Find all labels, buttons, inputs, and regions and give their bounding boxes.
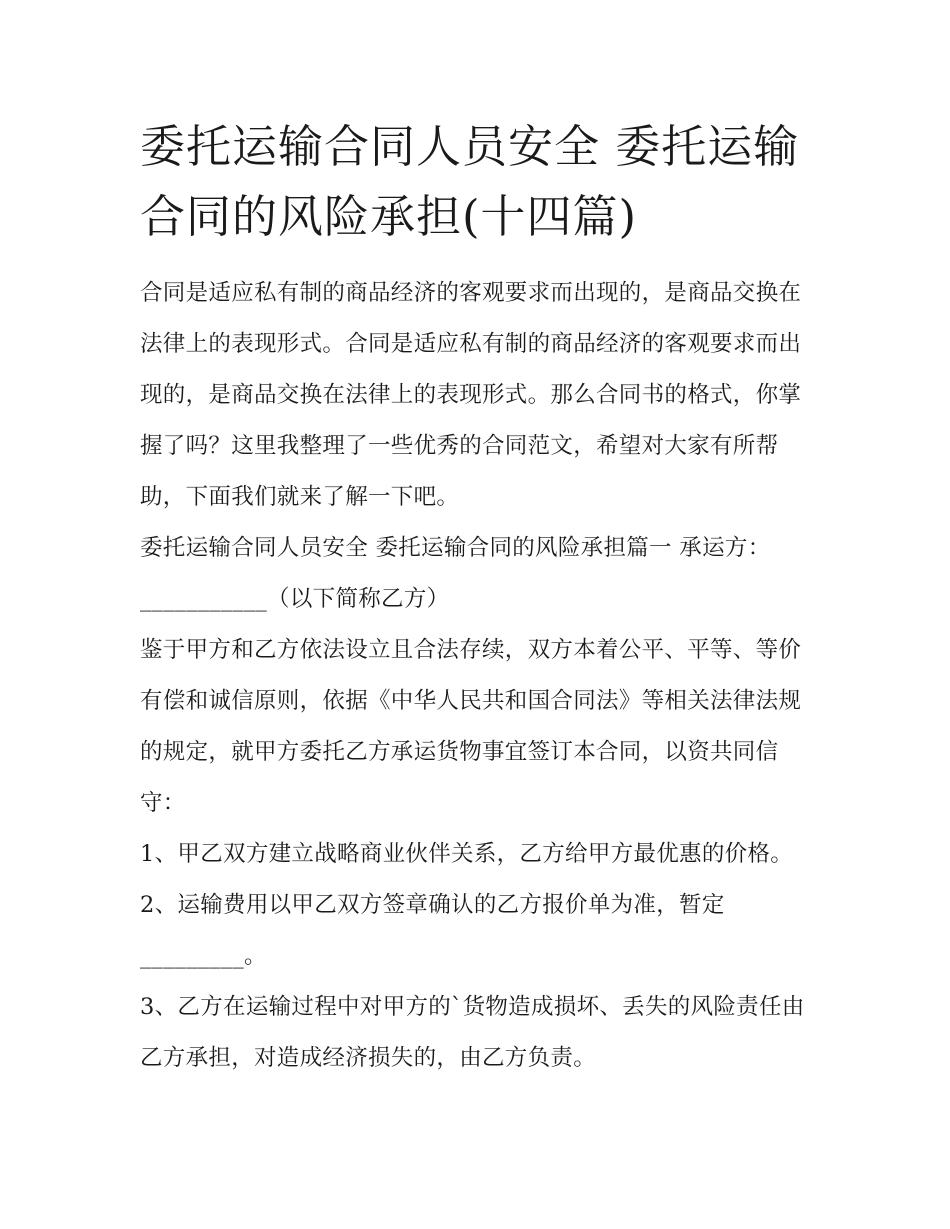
clause-3: 3、乙方在运输过程中对甲方的`货物造成损坏、丢失的风险责任由乙方承担，对造成经济损失的，由乙方负责。 [140,994,805,1071]
preamble-paragraph: 鉴于甲方和乙方依法设立且合法存续，双方本着公平、平等、等价有偿和诚信原则，依据《中华人民共和国合同法》等相关法律法规的规定，就甲方委托乙方承运货物事宜签订本合同，以资共同信守： [140,637,802,816]
section-heading: 委托运输合同人员安全 委托运输合同的风险承担篇一 承运方：___________（以下简称乙方） [140,535,771,612]
document-title: 委托运输合同人员安全 委托运输合同的风险承担(十四篇) [140,120,800,243]
clause-1-2: 1、甲乙双方建立战略商业伙伴关系，乙方给甲方最优惠的价格。 2、运输费用以甲乙双方签章确认的乙方报价单为准，暂定_________。 [140,841,794,969]
document-page [140,112,820,1084]
intro-paragraph: 合同是适应私有制的商品经济的客观要求而出现的，是商品交换在法律上的表现形式。合同是适应私有制的商品经济的客观要求而出现的，是商品交换在法律上的表现形式。那么合同书的格式，你掌握了吗？这里我整理了一些优秀的合同范文，希望对大家有所帮助，下面我们就来了解一下吧。 [140,280,802,510]
